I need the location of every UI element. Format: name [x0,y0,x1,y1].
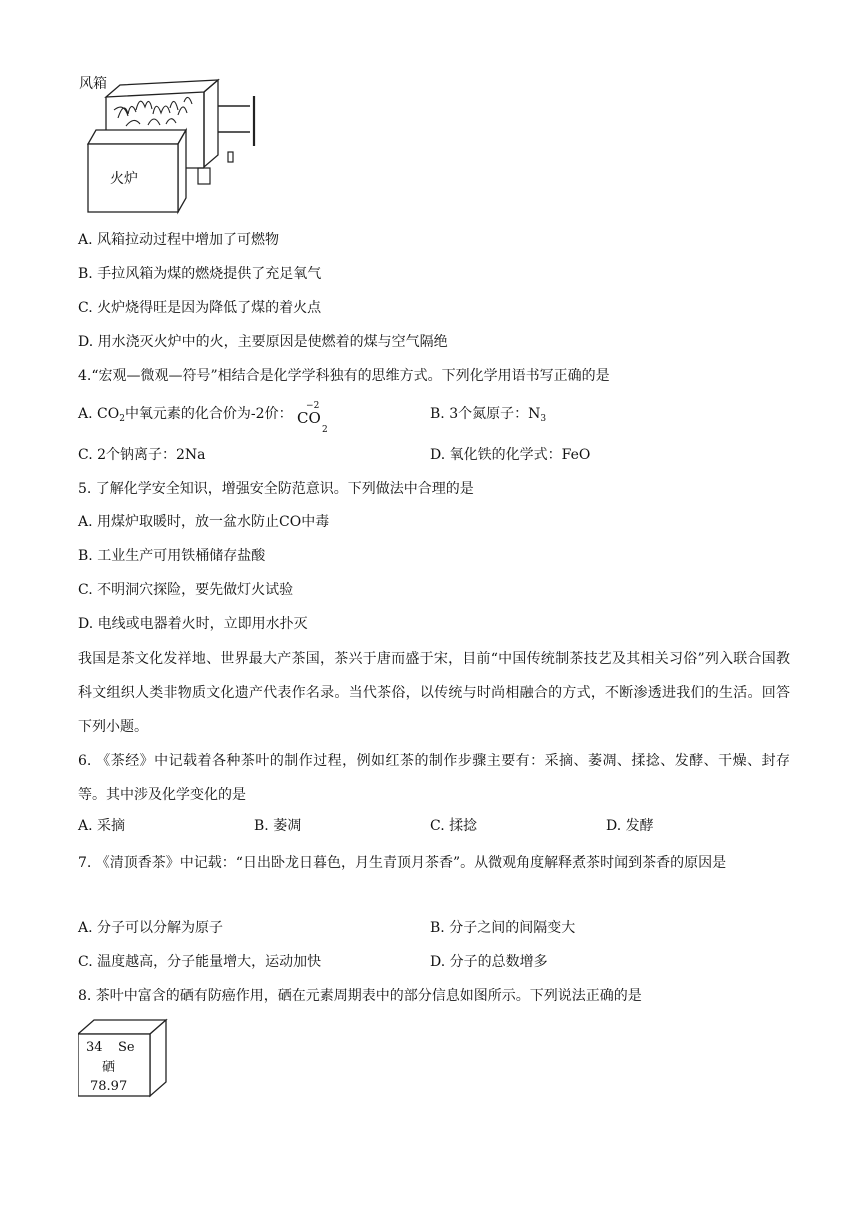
selenium-element-tile [78,1018,178,1100]
q5-option-a: A. 用煤炉取暖时，放一盆水防止CO中毒 [78,514,330,530]
q6-option-c: C. 揉捻 [430,818,478,834]
q4-valence-formula [297,401,331,435]
q4-option-a-sub: 2 [119,414,125,424]
q7-option-d: D. 分子的总数增多 [430,954,548,970]
q3-option-a: A. 风箱拉动过程中增加了可燃物 [78,232,280,248]
tea-passage: 我国是茶文化发祥地、世界最大产茶国，茶兴于唐而盛于宋，目前“中国传统制茶技艺及其相关习俗”列入联合国教科文组织人类非物质文化遗产代表作名录。当代茶俗，以传统与时尚相融合的方式，不断渗透进我们的生活。回答下列小题。 [78,651,790,735]
q6-stem: 6. 《茶经》中记载着各种茶叶的制作过程，例如红茶的制作步骤主要有：采摘、萎凋、揉捻、发酵、干燥、封存等。其中涉及化学变化的是 [78,753,790,803]
q4-option-a-text: 中氧元素的化合价为-2价： [124,406,293,422]
element-atomic-mass: 78.97 [90,1079,128,1094]
element-name: 硒 [102,1060,116,1075]
q8-stem: 8. 茶叶中富含的硒有防癌作用，硒在元素周期表中的部分信息如图所示。下列说法正确的是 [78,988,642,1004]
bellows-label: 风箱 [79,76,107,92]
q4-valence-formula-text: CO [297,409,321,427]
element-atomic-number: 34 [86,1040,103,1055]
q6-option-b: B. 萎凋 [254,818,302,834]
q7-option-c: C. 温度越高，分子能量增大，运动加快 [78,954,322,970]
q7-stem: 7. 《清顶香茶》中记载：“日出卧龙日暮色，月生青顶月茶香”。从微观角度解释煮茶时闻到茶香的原因是 [78,855,727,871]
q6-option-a: A. 采摘 [78,818,126,834]
q4-option-a [78,401,331,435]
q7-option-a: A. 分子可以分解为原子 [78,920,224,936]
q5-option-b: B. 工业生产可用铁桶储存盐酸 [78,548,266,564]
element-tile-drawing [78,1018,178,1100]
q4-option-b [430,404,546,429]
furnace-label: 火炉 [110,171,138,187]
element-symbol: Se [118,1040,135,1055]
q7-option-b: B. 分子之间的间隔变大 [430,920,576,936]
bellows-furnace-drawing [78,70,278,220]
q3-option-d: D. 用水浇灭火炉中的火，主要原因是使燃着的煤与空气隔绝 [78,334,448,350]
q4-option-d: D. 氧化铁的化学式：FeO [430,447,591,463]
q6-option-d: D. 发酵 [606,818,654,834]
q3-option-b: B. 手拉风箱为煤的燃烧提供了充足氧气 [78,266,322,282]
q4-option-c: C. 2个钠离子：2Na [78,447,206,463]
q5-option-c: C. 不明洞穴探险，要先做灯火试验 [78,582,294,598]
q4-valence-charge: −2 [306,401,320,411]
q4-stem: 4.“宏观—微观—符号”相结合是化学学科独有的思维方式。下列化学用语书写正确的是 [78,368,610,384]
q5-option-d: D. 电线或电器着火时，立即用水扑灭 [78,616,308,632]
q4-option-a-prefix: A. CO [78,406,120,422]
q4-option-b-text: B. 3个氮原子：N [430,406,541,422]
bellows-furnace-figure [78,70,278,220]
q3-option-c: C. 火炉烧得旺是因为降低了煤的着火点 [78,300,322,316]
q4-option-b-sub: 3 [540,414,547,424]
q4-valence-formula-sub: 2 [322,425,328,435]
q5-stem: 5. 了解化学安全知识，增强安全防范意识。下列做法中合理的是 [78,481,474,497]
